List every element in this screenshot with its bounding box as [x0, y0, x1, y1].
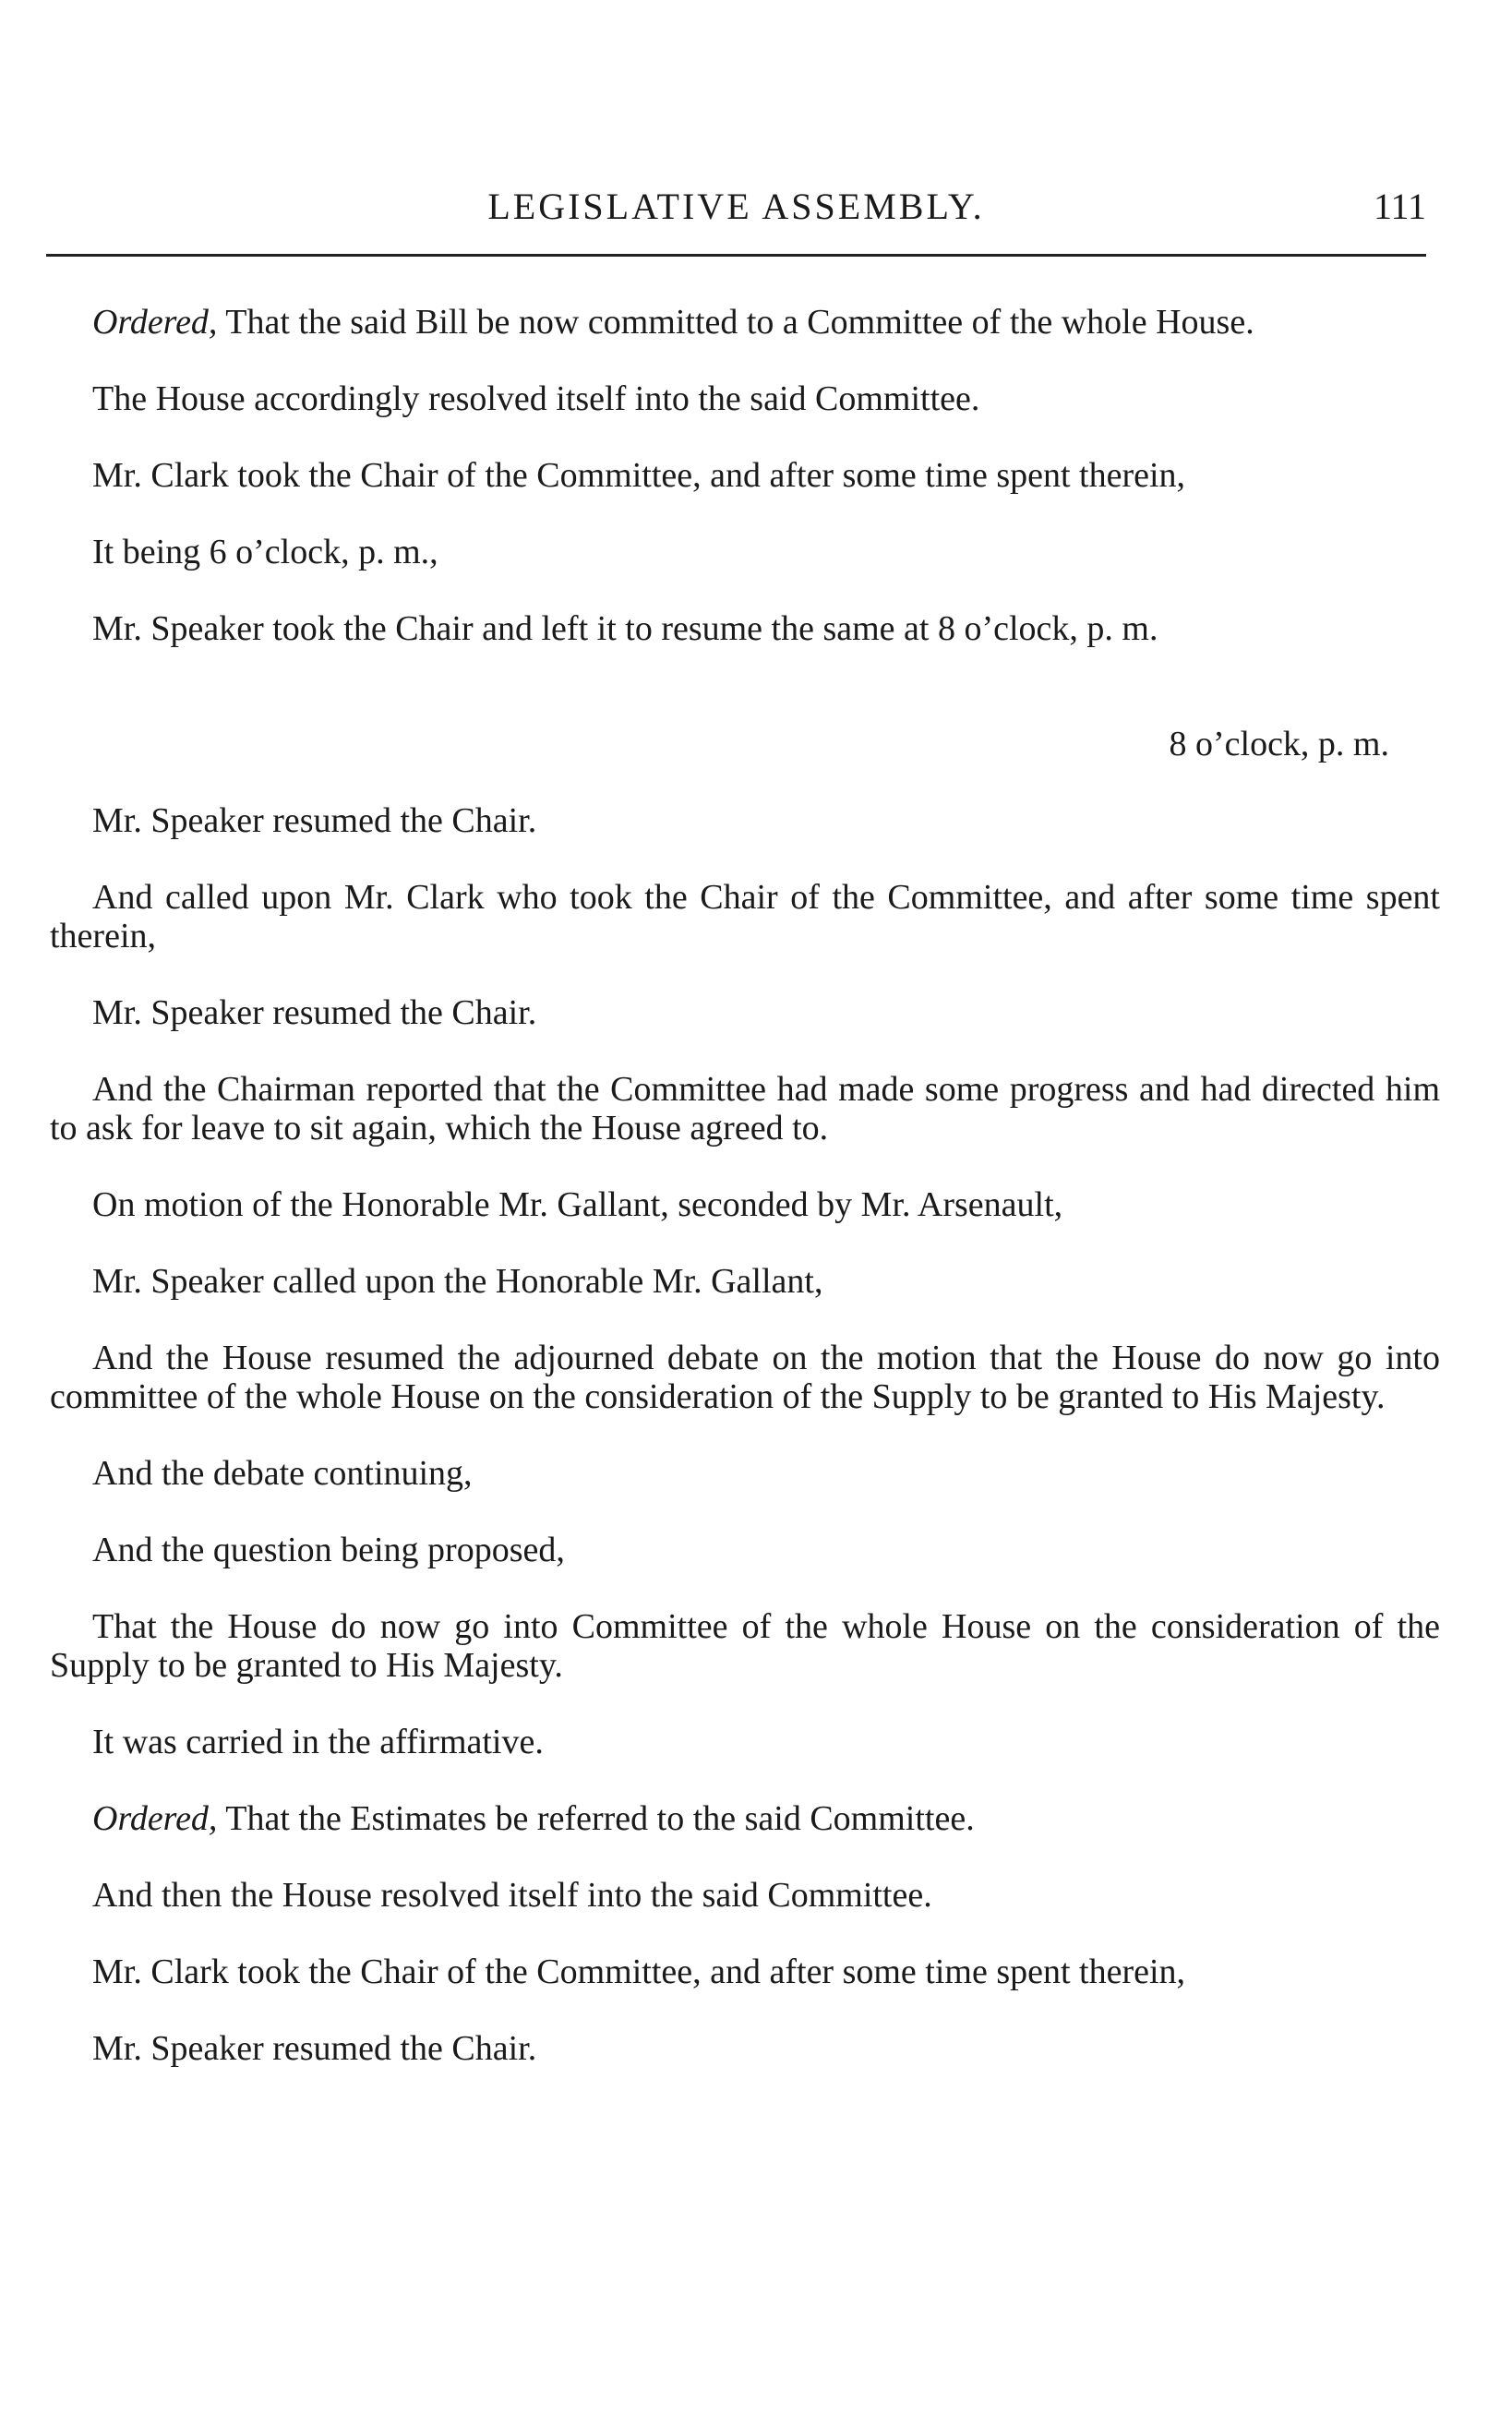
paragraph-speaker-resumed: Mr. Speaker resumed the Chair. — [92, 993, 537, 1032]
paragraph-adjourned-debate: And the House resumed the adjourned debate on the motion that the House do now go into committee of the whole House on the consideration of the Supply to be granted to His Majesty. — [50, 1339, 1440, 1416]
paragraph-speaker-resumed-final: Mr. Speaker resumed the Chair. — [92, 2029, 537, 2068]
paragraph-clark-chair: Mr. Clark took the Chair of the Committee, and after some time spent therein, — [92, 456, 1186, 495]
paragraph-speaker-resumed: Mr. Speaker resumed the Chair. — [92, 801, 537, 840]
page-header — [46, 181, 1426, 236]
time-stamp-eight-oclock: 8 o’clock, p. m. — [1169, 725, 1389, 763]
paragraph-chairman-reported: And the Chairman reported that the Committee had made some progress and had directed him to ask for leave to sit again, which the House agreed to. — [50, 1070, 1440, 1147]
paragraph-six-oclock: It being 6 o’clock, p. m., — [92, 533, 438, 571]
paragraph-text: That the Estimates be referred to the said Committee. — [217, 1799, 975, 1838]
paragraph-motion-text: That the House do now go into Committee of the whole House on the consideration of the Supply to be granted to His Majesty. — [50, 1607, 1440, 1685]
paragraph-speaker-left-chair: Mr. Speaker took the Chair and left it to resume the same at 8 o’clock, p. m. — [92, 609, 1158, 648]
paragraph-speaker-called-gallant: Mr. Speaker called upon the Honorable Mr. Gallant, — [92, 1262, 823, 1301]
page-number: 111 — [1373, 186, 1426, 227]
running-title: LEGISLATIVE ASSEMBLY. — [487, 186, 985, 227]
paragraph-clark-chair-again: Mr. Clark took the Chair of the Committee, and after some time spent therein, — [92, 1952, 1186, 1991]
paragraph-house-resolved: The House accordingly resolved itself into the said Committee. — [92, 379, 980, 418]
paragraph-called-upon-clark: And called upon Mr. Clark who took the Chair of the Committee, and after some time spent therein, — [50, 878, 1440, 955]
paragraph-text: That the said Bill be now committed to a Committee of the whole House. — [217, 303, 1254, 342]
paragraph-house-resolved-again: And then the House resolved itself into the said Committee. — [92, 1876, 932, 1915]
paragraph-motion-gallant: On motion of the Honorable Mr. Gallant, seconded by Mr. Arsenault, — [92, 1185, 1063, 1224]
ordered-lead: Ordered, — [92, 1799, 218, 1838]
paragraph-ordered-committed — [50, 303, 1440, 342]
page-body — [50, 303, 1440, 2106]
paragraph-ordered-estimates — [50, 1799, 1440, 1838]
paragraph-carried: It was carried in the affirmative. — [92, 1723, 544, 1761]
paragraph-debate-continuing: And the debate continuing, — [92, 1454, 473, 1493]
ordered-lead: Ordered, — [92, 303, 218, 342]
paragraph-question-proposed: And the question being proposed, — [92, 1531, 565, 1569]
header-rule — [46, 254, 1426, 257]
